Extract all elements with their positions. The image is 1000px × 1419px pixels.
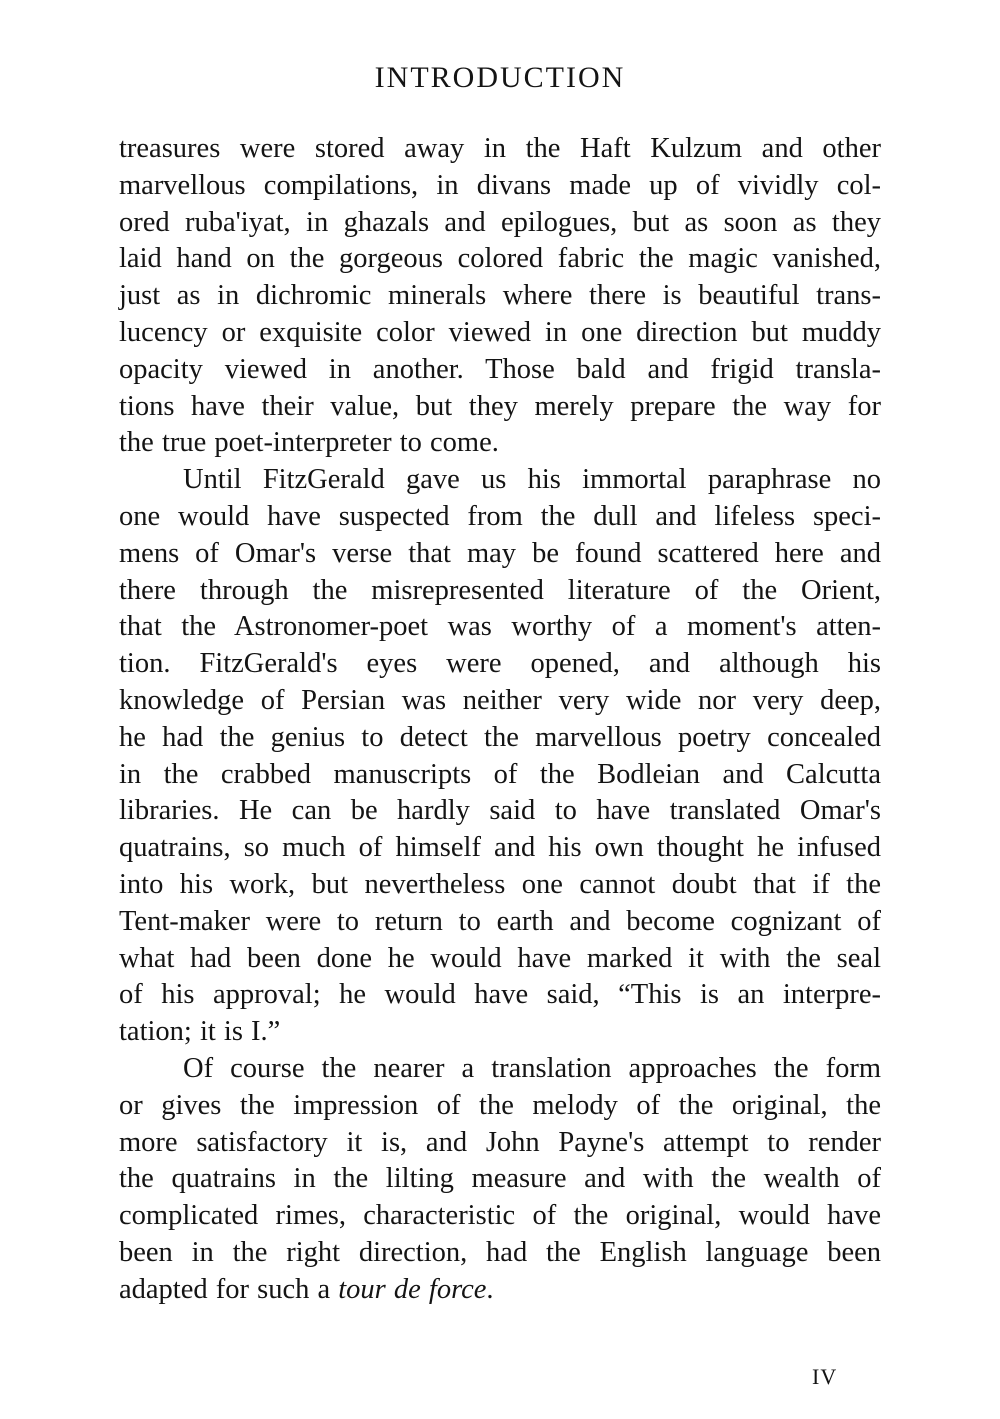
text-line: tation; it is I.” [119,1016,281,1048]
running-head: INTRODUCTION [374,61,626,94]
final-line-text: adapted for such a [119,1273,339,1305]
text-line: quatrains, so much of himself and his own thought he infused [119,832,881,864]
body-text [119,131,881,1309]
text-line: just as in dichromic minerals where there is beautiful trans- [119,280,881,312]
text-line: of his approval; he would have said, “This is an interpre- [119,979,881,1011]
text-line: in the crabbed manuscripts of the Bodleian and Calcutta [119,758,881,790]
text-line-final [119,1272,881,1309]
paragraph-1 [119,131,881,462]
text-line: there through the misrepresented literature of the Orient, [119,574,881,606]
text-line: lucency or exquisite color viewed in one direction but muddy [119,316,881,348]
text-line: Tent-maker were to return to earth and become cognizant of [119,905,881,937]
text-line: mens of Omar's verse that may be found scattered here and [119,537,881,569]
text-line: libraries. He can be hardly said to have translated Omar's [119,795,881,827]
text-line: opacity viewed in another. Those bald and frigid transla- [119,353,881,385]
text-line: or gives the impression of the melody of the original, the [119,1089,881,1121]
text-line: ored ruba'iyat, in ghazals and epilogues, but as soon as they [119,206,881,238]
page-number: IV [812,1364,838,1389]
text-line: complicated rimes, characteristic of the original, would have [119,1200,881,1232]
paragraph-3 [119,1051,881,1309]
text-line: Of course the nearer a translation approaches the form [183,1052,881,1084]
final-line-punctuation: . [486,1273,494,1305]
text-line: the quatrains in the lilting measure and with the wealth of [119,1163,881,1195]
text-line: that the Astronomer-poet was worthy of a moment's atten- [119,611,881,643]
text-line: treasures were stored away in the Haft Kulzum and other [119,133,881,164]
text-line: into his work, but nevertheless one cannot doubt that if the [119,868,881,900]
paragraph-2 [119,462,881,1051]
text-line: been in the right direction, had the English language been [119,1236,881,1268]
text-line: knowledge of Persian was neither very wide nor very deep, [119,684,881,716]
text-line: he had the genius to detect the marvellous poetry concealed [119,721,881,753]
text-line: what had been done he would have marked it with the seal [119,942,881,974]
italic-phrase: tour de force [338,1273,487,1305]
text-line: tion. FitzGerald's eyes were opened, and although his [119,648,881,680]
text-line: marvellous compilations, in divans made up of vividly col- [119,169,881,201]
text-line: the true poet-interpreter to come. [119,427,499,459]
text-line: one would have suspected from the dull and lifeless speci- [119,500,881,532]
text-line: Until FitzGerald gave us his immortal paraphrase no [183,464,881,496]
text-line: tions have their value, but they merely prepare the way for [119,390,881,422]
text-line: laid hand on the gorgeous colored fabric the magic vanished, [119,243,881,275]
text-line: more satisfactory it is, and John Payne's attempt to render [119,1126,881,1158]
